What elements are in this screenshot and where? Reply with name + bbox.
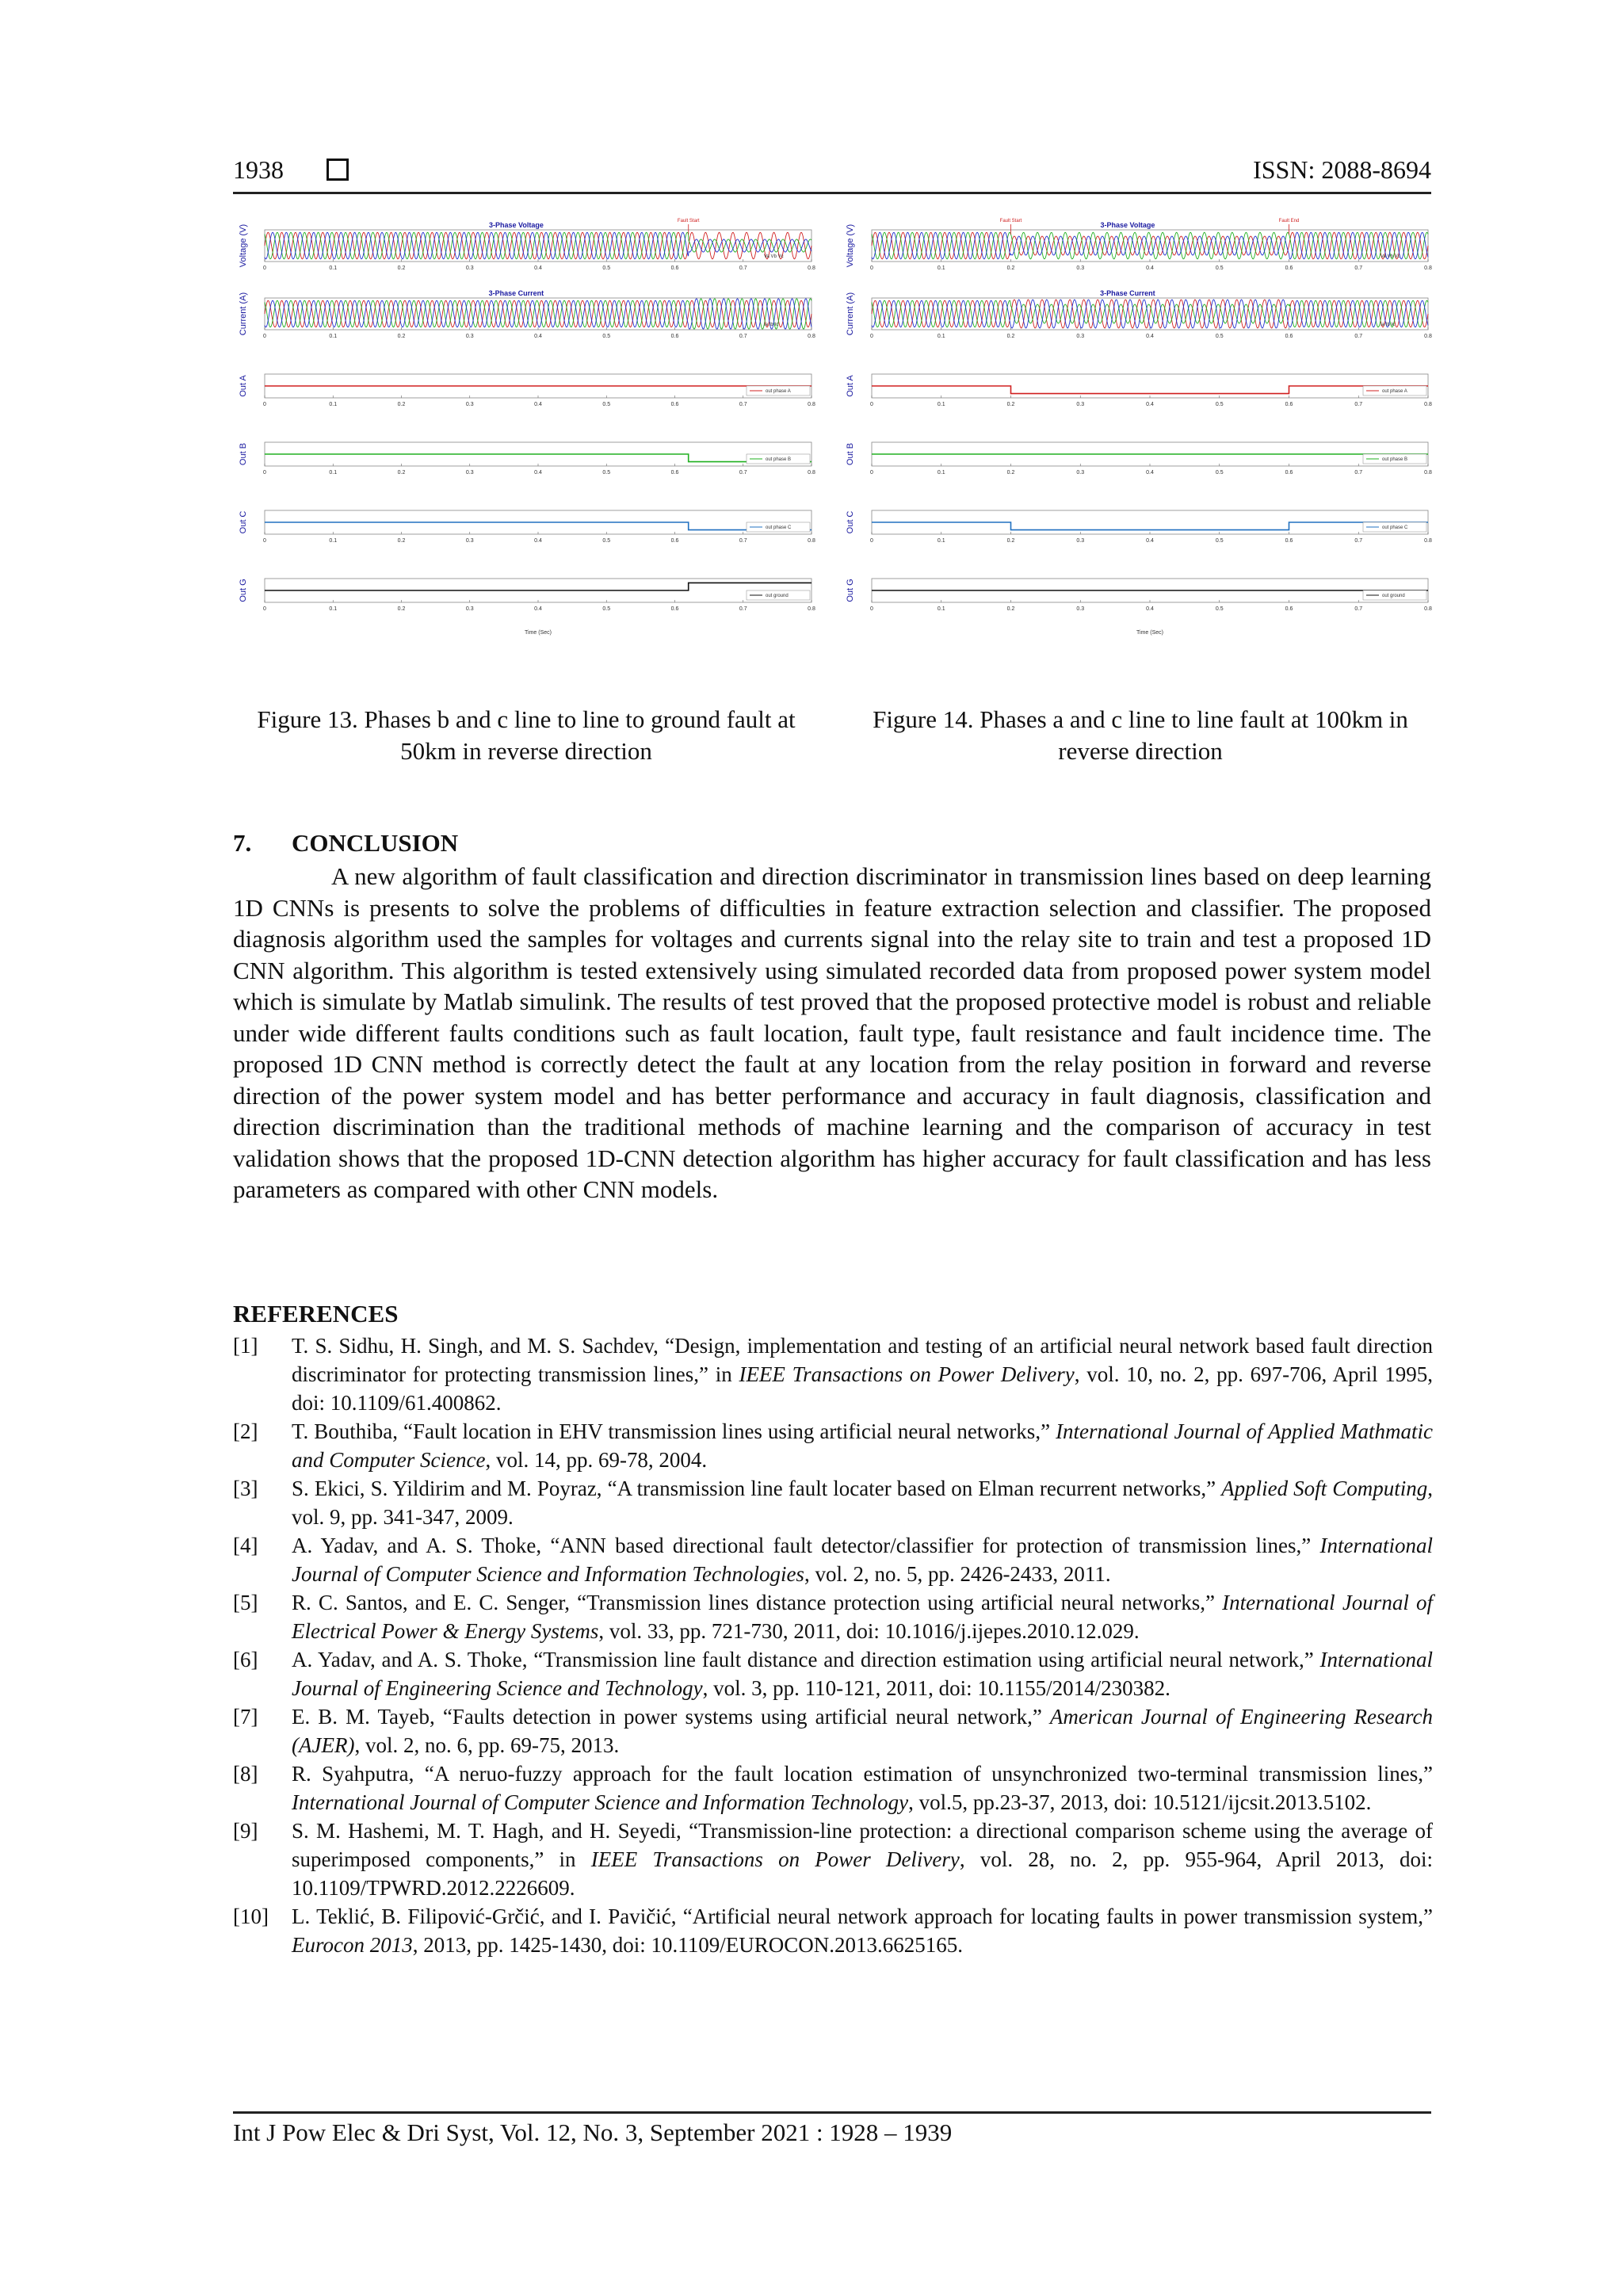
x-tick-label: 0 <box>870 470 873 476</box>
reference-number: [5] <box>233 1591 258 1614</box>
reference-number: [7] <box>233 1705 258 1729</box>
reference-text: T. S. Sidhu, H. Singh, and M. S. Sachdev, “Design, implementation and testing of an artificial neural network based fault direction discriminator for protecting transmission lines,” in IEEE Transactions on Power Delivery, vol. 10, no. 2, pp. 697-706, April 1995, doi: 10.1109/61.400862. <box>292 1334 1433 1415</box>
y-axis-label: Current (A) <box>239 292 248 336</box>
x-tick-label: 0 <box>870 606 873 612</box>
reference-item <box>233 1759 1433 1817</box>
x-tick-label: 0.7 <box>739 538 747 544</box>
x-tick-label: 0.2 <box>397 470 406 476</box>
x-tick-label: 0.3 <box>465 606 474 612</box>
x-tick-label: 0.7 <box>1354 334 1363 339</box>
legend: Va Vb Vc <box>764 254 784 259</box>
reference-item <box>233 1417 1433 1474</box>
x-tick-label: 0.7 <box>1354 606 1363 612</box>
x-tick-label: 0.5 <box>1215 266 1224 271</box>
x-tick-label: 0.1 <box>937 470 945 476</box>
figure-14 <box>845 212 1434 648</box>
section-number: 7. <box>233 829 252 857</box>
x-tick-label: 0 <box>263 402 266 407</box>
subplot <box>846 374 1432 407</box>
x-tick-label: 0 <box>263 538 266 544</box>
x-tick-label: 0.5 <box>602 334 611 339</box>
x-tick-label: 0.8 <box>1424 402 1432 407</box>
x-tick-label: 0.8 <box>808 266 815 271</box>
x-tick-label: 0.6 <box>1285 266 1293 271</box>
page-header <box>233 155 1431 194</box>
figure-14-plot <box>845 212 1434 648</box>
reference-venue: International Journal of Computer Science and Information Technology <box>292 1790 909 1814</box>
x-tick-label: 0.7 <box>739 334 747 339</box>
x-tick-label: 0.6 <box>670 334 679 339</box>
fault-marker-label: Fault Start <box>999 219 1022 223</box>
x-axis-label: Time (Sec) <box>1136 630 1163 636</box>
conclusion-paragraph: A new algorithm of fault classification and direction discriminator in transmission lines based on deep learning 1D CNNs is presents to solve the problems of difficulties in feature extraction selection and classifier. The proposed diagnosis algorithm used the samples for voltages and currents signal into the relay site to train and test a proposed 1D CNN algorithm. This algorithm is tested extensively using simulated recorded data from proposed power system model which is simulate by Matlab simulink. The results of test proved that the proposed protective model is robust and reliable under wide different faults conditions such as fault location, fault type, fault resistance and fault incidence time. The proposed 1D CNN method is correctly detect the fault at any location from the relay position in forward and reverse direction of the power system model and has better performance and accuracy in fault diagnosis, classification and direction discrimination than the traditional methods of machine learning and the comparison of accuracy in test validation shows that the proposed 1D-CNN detection algorithm has higher accuracy for fault classification and has less parameters as compared with other CNN models. <box>233 862 1431 1203</box>
x-tick-label: 0.1 <box>329 334 338 339</box>
reference-item <box>233 1588 1433 1645</box>
x-tick-label: 0.3 <box>1076 402 1085 407</box>
x-tick-label: 0.5 <box>1215 606 1224 612</box>
x-tick-label: 0.5 <box>602 402 611 407</box>
legend-label: out ground <box>766 594 789 598</box>
subplot <box>239 289 815 339</box>
figure-13-plot <box>238 212 818 648</box>
x-tick-label: 0.2 <box>1006 266 1015 271</box>
x-tick-label: 0.8 <box>1424 538 1432 544</box>
x-tick-label: 0.1 <box>937 402 945 407</box>
x-tick-label: 0.3 <box>1076 266 1085 271</box>
y-axis-label: Out C <box>239 510 248 534</box>
reference-number: [10] <box>233 1904 269 1928</box>
x-axis-label: Time (Sec) <box>525 630 552 636</box>
reference-venue: International Journal of Engineering Science and Technology <box>292 1648 1433 1700</box>
x-tick-label: 0 <box>870 266 873 271</box>
reference-text: S. M. Hashemi, M. T. Hagh, and H. Seyedi, “Transmission-line protection: a directional comparison scheme using the average of superimposed components,” in IEEE Transactions on Power Delivery, vol. 28, no. 2, pp. 955-964, April 2013, doi: 10.1109/TPWRD.2012.2226609. <box>292 1819 1433 1900</box>
y-axis-label: Out B <box>239 442 248 466</box>
legend-label: out phase A <box>766 389 791 394</box>
x-tick-label: 0.1 <box>937 606 945 612</box>
x-tick-label: 0.7 <box>1354 402 1363 407</box>
x-tick-label: 0.8 <box>808 402 815 407</box>
reference-text: A. Yadav, and A. S. Thoke, “Transmission line fault distance and direction estimation using artificial neural network,” International Journal of Engineering Science and Technology, vol. 3, pp. 110-121, 2011, doi: 10.1155/2014/230382. <box>292 1648 1433 1700</box>
y-axis-label: Voltage (V) <box>846 223 855 268</box>
reference-venue: American Journal of Engineering Research (AJER) <box>292 1705 1434 1757</box>
x-tick-label: 0.2 <box>1006 538 1015 544</box>
reference-text: A. Yadav, and A. S. Thoke, “ANN based directional fault detector/classifier for protection of transmission lines,” International Journal of Computer Science and Information Technologies, vol. 2, no. 5, pp. 2426-2433, 2011. <box>292 1534 1433 1586</box>
x-tick-label: 0.1 <box>937 538 945 544</box>
y-axis-label: Out G <box>846 579 855 602</box>
subplot-title: 3-Phase Current <box>488 289 544 297</box>
x-tick-label: 0.2 <box>1006 606 1015 612</box>
x-tick-label: 0.4 <box>1146 606 1154 612</box>
x-tick-label: 0.5 <box>1215 334 1224 339</box>
issn: ISSN: 2088-8694 <box>1253 155 1431 184</box>
legend-label: out phase B <box>766 457 792 462</box>
figure-14-caption: Figure 14. Phases a and c line to line fault at 100km in reverse direction <box>873 705 1408 765</box>
y-axis-label: Out B <box>846 442 855 466</box>
reference-item <box>233 1474 1433 1531</box>
references-heading: REFERENCES <box>233 1300 399 1328</box>
x-tick-label: 0.7 <box>739 266 747 271</box>
x-tick-label: 0.3 <box>1076 606 1085 612</box>
reference-item <box>233 1645 1433 1702</box>
x-tick-label: 0.2 <box>397 402 406 407</box>
x-tick-label: 0.4 <box>1146 538 1154 544</box>
x-tick-label: 0.8 <box>1424 606 1432 612</box>
x-tick-label: 0.4 <box>534 538 542 544</box>
subplot <box>239 442 815 476</box>
x-tick-label: 0 <box>870 402 873 407</box>
x-tick-label: 0.4 <box>534 402 542 407</box>
reference-number: [6] <box>233 1648 258 1671</box>
fault-marker-label: Fault End <box>1278 219 1300 223</box>
x-tick-label: 0.6 <box>670 266 679 271</box>
x-tick-label: 0 <box>263 266 266 271</box>
reference-number: [2] <box>233 1419 258 1443</box>
x-tick-label: 0.3 <box>1076 538 1085 544</box>
reference-venue: Applied Soft Computing <box>1221 1477 1428 1500</box>
y-axis-label: Out A <box>239 375 248 397</box>
reference-venue: International Journal of Applied Mathmatic and Computer Science <box>292 1419 1434 1472</box>
x-tick-label: 0.6 <box>670 470 679 476</box>
x-tick-label: 0.5 <box>602 266 611 271</box>
reference-venue: International Journal of Computer Science and Information Technologies <box>292 1534 1433 1586</box>
x-tick-label: 0.3 <box>465 334 474 339</box>
x-tick-label: 0.8 <box>808 334 815 339</box>
footer-citation: Int J Pow Elec & Dri Syst, Vol. 12, No. 3, September 2021 : 1928 – 1939 <box>233 2118 953 2146</box>
section-heading <box>233 829 458 858</box>
x-tick-label: 0 <box>263 606 266 612</box>
reference-number: [4] <box>233 1534 258 1557</box>
reference-text: E. B. M. Tayeb, “Faults detection in power systems using artificial neural network,” American Journal of Engineering Research (AJER), vol. 2, no. 6, pp. 69-75, 2013. <box>292 1705 1434 1757</box>
x-tick-label: 0.8 <box>808 538 815 544</box>
x-tick-label: 0.6 <box>1285 334 1293 339</box>
subplot <box>846 442 1432 476</box>
x-tick-label: 0.5 <box>1215 470 1224 476</box>
page-number: 1938 <box>233 155 284 184</box>
x-tick-label: 0.4 <box>1146 402 1154 407</box>
x-tick-label: 0.2 <box>1006 334 1015 339</box>
reference-venue: International Journal of Electrical Power & Energy Systems <box>292 1591 1433 1643</box>
reference-number: [1] <box>233 1334 258 1358</box>
reference-text: R. C. Santos, and E. C. Senger, “Transmission lines distance protection using artificial neural networks,” International Journal of Electrical Power & Energy Systems, vol. 33, pp. 721-730, 2011, doi: 10.1016/j.ijepes.2010.12.029. <box>292 1591 1433 1643</box>
x-tick-label: 0.2 <box>1006 402 1015 407</box>
figure-13 <box>238 212 818 648</box>
x-tick-label: 0.2 <box>397 606 406 612</box>
reference-item <box>233 1531 1433 1588</box>
y-axis-label: Current (A) <box>846 292 855 336</box>
x-tick-label: 0.3 <box>465 402 474 407</box>
x-tick-label: 0.8 <box>1424 334 1432 339</box>
x-tick-label: 0.6 <box>1285 402 1293 407</box>
reference-text: T. Bouthiba, “Fault location in EHV transmission lines using artificial neural networks,” International Journal of Applied Mathmatic and Computer Science, vol. 14, pp. 69-78, 2004. <box>292 1419 1434 1472</box>
x-tick-label: 0.6 <box>1285 470 1293 476</box>
x-tick-label: 0.6 <box>670 402 679 407</box>
legend: Va Vb Vc <box>1381 254 1400 259</box>
subplot <box>239 374 815 407</box>
x-tick-label: 0.8 <box>1424 470 1432 476</box>
subplot <box>239 219 815 271</box>
x-tick-label: 0.2 <box>397 334 406 339</box>
x-tick-label: 0.1 <box>329 538 338 544</box>
legend: Ia Ib Ic <box>764 323 779 327</box>
legend-label: out phase C <box>766 525 792 530</box>
x-tick-label: 0.5 <box>602 470 611 476</box>
reference-number: [9] <box>233 1819 258 1843</box>
x-tick-label: 0.1 <box>937 266 945 271</box>
x-tick-label: 0.7 <box>739 470 747 476</box>
subplot <box>239 510 815 544</box>
x-tick-label: 0 <box>263 334 266 339</box>
reference-item <box>233 1817 1433 1902</box>
x-tick-label: 0.3 <box>1076 470 1085 476</box>
reference-item <box>233 1902 1433 1959</box>
subplot <box>239 579 815 612</box>
subplot <box>846 510 1432 544</box>
y-axis-label: Out C <box>846 510 855 534</box>
section-title: CONCLUSION <box>292 829 459 857</box>
x-tick-label: 0.4 <box>534 266 542 271</box>
references-list <box>233 1331 1433 1959</box>
x-tick-label: 0.7 <box>739 606 747 612</box>
reference-number: [3] <box>233 1477 258 1500</box>
x-tick-label: 0.2 <box>397 266 406 271</box>
x-tick-label: 0.6 <box>1285 538 1293 544</box>
x-tick-label: 0.4 <box>534 334 542 339</box>
reference-text: S. Ekici, S. Yildirim and M. Poyraz, “A transmission line fault locater based on Elman recurrent networks,” Applied Soft Computing, vol. 9, pp. 341-347, 2009. <box>292 1477 1433 1529</box>
x-tick-label: 0.1 <box>329 470 338 476</box>
x-tick-label: 0.8 <box>808 470 815 476</box>
x-tick-label: 0.2 <box>397 538 406 544</box>
legend: Ia Ib Ic <box>1381 323 1396 327</box>
reference-venue: IEEE Transactions on Power Delivery <box>739 1362 1075 1386</box>
x-tick-label: 0.4 <box>1146 470 1154 476</box>
x-tick-label: 0.1 <box>329 606 338 612</box>
figure-13-caption: Figure 13. Phases b and c line to line to ground fault at 50km in reverse direction <box>257 705 796 765</box>
y-axis-label: Voltage (V) <box>239 223 248 268</box>
x-tick-label: 0.3 <box>465 538 474 544</box>
x-tick-label: 0.3 <box>1076 334 1085 339</box>
reference-venue: Eurocon 2013 <box>292 1933 413 1957</box>
y-axis-label: Out A <box>846 375 855 397</box>
x-tick-label: 0.7 <box>1354 470 1363 476</box>
x-tick-label: 0.1 <box>329 402 338 407</box>
x-tick-label: 0.6 <box>670 538 679 544</box>
y-axis-label: Out G <box>239 579 248 602</box>
x-tick-label: 0.2 <box>1006 470 1015 476</box>
x-tick-label: 0.1 <box>329 266 338 271</box>
page-footer <box>233 2111 1431 2147</box>
x-tick-label: 0 <box>263 470 266 476</box>
x-tick-label: 0.7 <box>1354 266 1363 271</box>
x-tick-label: 0.7 <box>1354 538 1363 544</box>
square-icon <box>327 159 349 181</box>
x-tick-label: 0 <box>870 334 873 339</box>
x-tick-label: 0.7 <box>739 402 747 407</box>
subplot-title: 3-Phase Voltage <box>488 221 544 229</box>
subplot <box>846 219 1432 271</box>
legend-label: out ground <box>1382 594 1405 598</box>
reference-venue: IEEE Transactions on Power Delivery <box>590 1847 960 1871</box>
x-tick-label: 0.5 <box>602 606 611 612</box>
x-tick-label: 0.8 <box>1424 266 1432 271</box>
x-tick-label: 0.1 <box>937 334 945 339</box>
legend-label: out phase C <box>1382 525 1408 530</box>
subplot-title: 3-Phase Current <box>1100 289 1155 297</box>
x-tick-label: 0.6 <box>670 606 679 612</box>
legend-label: out phase A <box>1382 389 1407 394</box>
x-tick-label: 0.5 <box>602 538 611 544</box>
x-tick-label: 0.8 <box>808 606 815 612</box>
subplot <box>846 579 1432 612</box>
legend-label: out phase B <box>1382 457 1408 462</box>
x-tick-label: 0.6 <box>1285 606 1293 612</box>
x-tick-label: 0 <box>870 538 873 544</box>
x-tick-label: 0.3 <box>465 266 474 271</box>
reference-text: R. Syahputra, “A neruo-fuzzy approach for the fault location estimation of unsynchronized two-terminal transmission lines,” International Journal of Computer Science and Information Technology, vol.5, pp.23-37, 2013, doi: 10.5121/ijcsit.2013.5102. <box>292 1762 1433 1814</box>
reference-item <box>233 1331 1433 1417</box>
x-tick-label: 0.5 <box>1215 402 1224 407</box>
x-tick-label: 0.3 <box>465 470 474 476</box>
reference-item <box>233 1702 1433 1759</box>
subplot <box>846 289 1432 339</box>
subplot-title: 3-Phase Voltage <box>1100 221 1155 229</box>
x-tick-label: 0.4 <box>534 606 542 612</box>
x-tick-label: 0.4 <box>1146 334 1154 339</box>
x-tick-label: 0.5 <box>1215 538 1224 544</box>
reference-number: [8] <box>233 1762 258 1786</box>
x-tick-label: 0.4 <box>534 470 542 476</box>
fault-marker-label: Fault Start <box>677 219 700 223</box>
reference-text: L. Teklić, B. Filipović-Grčić, and I. Pavičić, “Artificial neural network approach for locating faults in power transmission system,” Eurocon 2013, 2013, pp. 1425-1430, doi: 10.1109/EUROCON.2013.6625165. <box>292 1904 1433 1957</box>
x-tick-label: 0.4 <box>1146 266 1154 271</box>
